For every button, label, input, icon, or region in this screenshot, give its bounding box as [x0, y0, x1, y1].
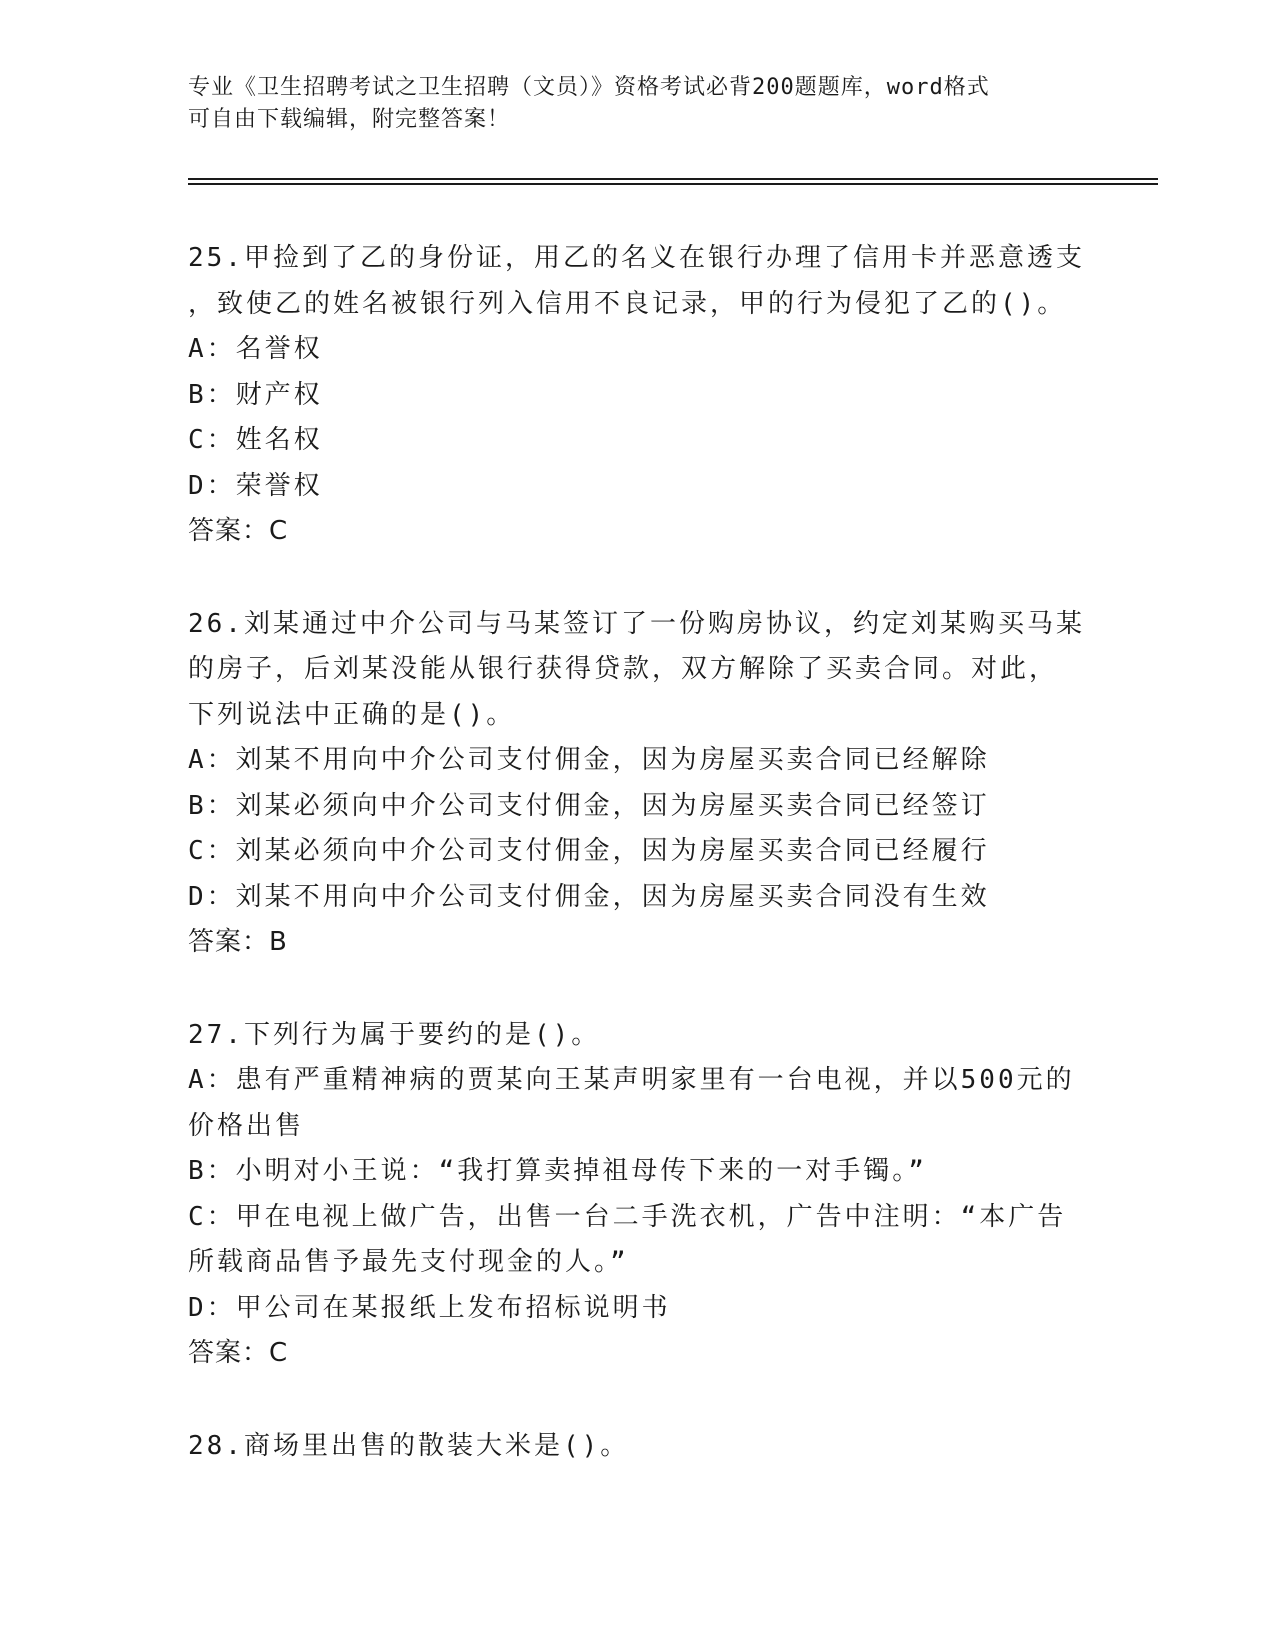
option-a: A：名誉权 — [188, 334, 323, 364]
header-line-2: 可自由下载编辑，附完整答案！ — [188, 107, 511, 132]
option-c-continued: 所载商品售予最先支付现金的人。” — [188, 1247, 629, 1277]
option-c: C：甲在电视上做广告，出售一台二手洗衣机，广告中注明：“本广告 — [188, 1201, 1067, 1232]
question-spacer — [188, 555, 1088, 602]
option-a: A：患有严重精神病的贾某向王某声明家里有一台电视，并以500元的 — [188, 1065, 1075, 1095]
header-divider-bottom — [188, 183, 1158, 185]
question-stem-line: 下列说法中正确的是()。 — [188, 699, 516, 730]
option-b: B：刘某必须向中介公司支付佣金，因为房屋买卖合同已经签订 — [188, 790, 990, 821]
question-28 — [188, 1424, 1088, 1470]
question-stem-line: 25.甲捡到了乙的身份证，用乙的名义在银行办理了信用卡并恶意透支 — [188, 243, 1085, 273]
option-d: D：刘某不用向中介公司支付佣金，因为房屋买卖合同没有生效 — [188, 881, 990, 912]
answer-label: 答案：C — [188, 516, 289, 546]
answer-label: 答案：C — [188, 1338, 289, 1368]
option-b: B：小明对小王说：“我打算卖掉祖母传下来的一对手镯。” — [188, 1156, 927, 1186]
question-26 — [188, 602, 1088, 966]
question-27 — [188, 1013, 1088, 1377]
question-list — [188, 236, 1088, 1469]
document-header — [188, 72, 1088, 136]
header-line-1: 专业《卫生招聘考试之卫生招聘（文员）》资格考试必背200题题库，word格式 — [188, 75, 990, 100]
option-d: D：荣誉权 — [188, 470, 323, 501]
option-c: C：刘某必须向中介公司支付佣金，因为房屋买卖合同已经履行 — [188, 836, 990, 866]
question-stem-line: 的房子，后刘某没能从银行获得贷款，双方解除了买卖合同。对此， — [188, 654, 1059, 684]
option-a-continued: 价格出售 — [188, 1110, 305, 1141]
question-stem-line: 26.刘某通过中介公司与马某签订了一份购房协议，约定刘某购买马某 — [188, 608, 1085, 639]
option-c: C：姓名权 — [188, 425, 323, 455]
question-stem-line: ，致使乙的姓名被银行列入信用不良记录，甲的行为侵犯了乙的()。 — [188, 288, 1067, 319]
header-divider-top — [188, 178, 1158, 180]
question-spacer — [188, 966, 1088, 1013]
question-25 — [188, 236, 1088, 555]
option-a: A：刘某不用向中介公司支付佣金，因为房屋买卖合同已经解除 — [188, 745, 990, 775]
option-b: B：财产权 — [188, 379, 323, 410]
answer-label: 答案：B — [188, 927, 288, 957]
question-spacer — [188, 1377, 1088, 1424]
option-d: D：甲公司在某报纸上发布招标说明书 — [188, 1292, 671, 1323]
question-stem-line: 27.下列行为属于要约的是()。 — [188, 1019, 601, 1050]
question-stem-line: 28.商场里出售的散装大米是()。 — [188, 1430, 630, 1461]
